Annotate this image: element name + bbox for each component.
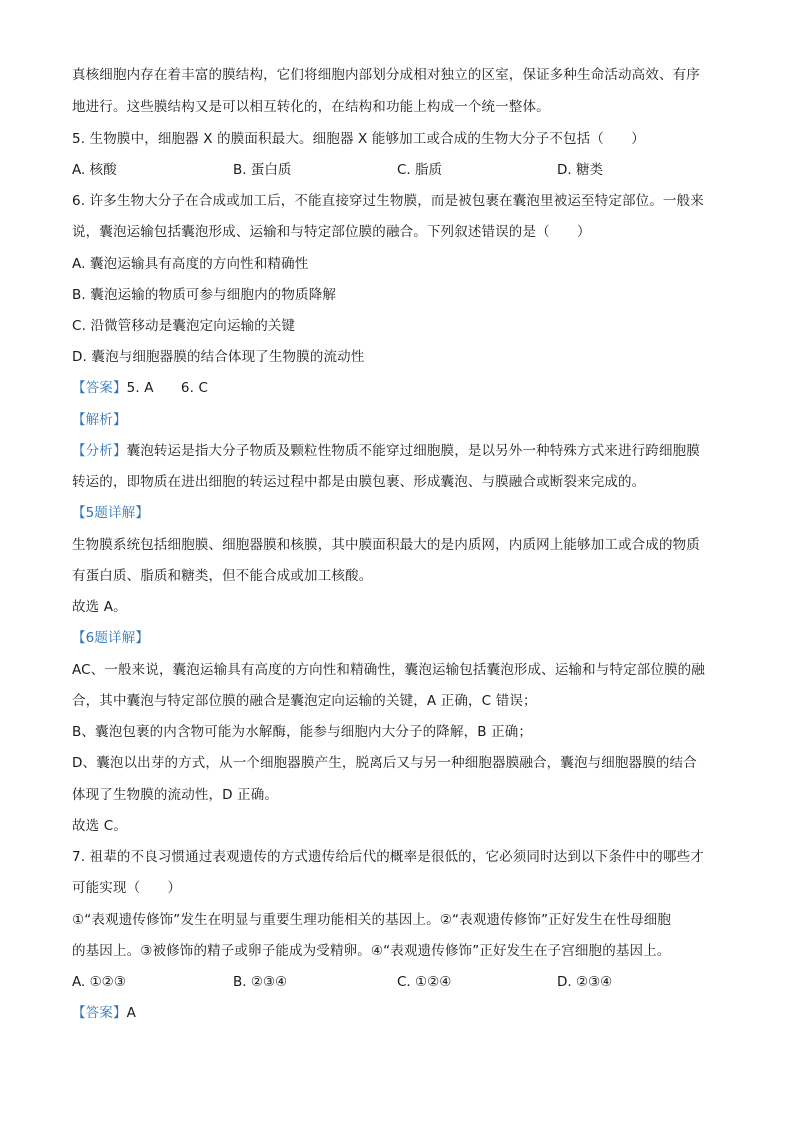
question-6-stem-1: 6. 许多生物大分子在合成或加工后，不能直接穿过生物膜，而是被包裹在囊泡里被运至特定部位。一般来: [72, 193, 704, 209]
q7-option-b: B. ②③④: [233, 974, 288, 990]
detail-6-heading: [72, 629, 149, 647]
detail-6-line-2: 合，其中囊泡与特定部位膜的融合是囊泡定向运输的关键，A 正确，C 错误；: [72, 693, 537, 709]
intro-line-1: 真核细胞内存在着丰富的膜结构，它们将细胞内部划分成相对独立的区室，保证多种生命活动高效、有序: [72, 67, 700, 83]
detail-5-heading: [72, 504, 149, 522]
answer-1-text: 5. A 6. C: [126, 380, 209, 396]
q5-option-c: C. 脂质: [397, 162, 443, 178]
intro-line-2: 地进行。这些膜结构又是可以相互转化的，在结构和功能上构成一个统一整体。: [72, 99, 550, 115]
q6-option-b: B. 囊泡运输的物质可参与细胞内的物质降解: [72, 287, 336, 303]
question-7-stem-1: 7. 祖辈的不良习惯通过表观遗传的方式遗传给后代的概率是很低的，它必须同时达到以下条件中的哪些才: [72, 849, 704, 865]
fenxi-text-1: 囊泡转运是指大分子物质及颗粒性物质不能穿过细胞膜，是以另外一种特殊方式来进行跨细胞膜: [126, 443, 700, 459]
answer-1: [72, 379, 208, 397]
question-5-stem: 5. 生物膜中，细胞器 X 的膜面积最大。细胞器 X 能够加工或合成的生物大分子不包括（ ）: [72, 131, 645, 147]
detail-6-line-3: B、囊泡包裹的内含物可能为水解酶，能参与细胞内大分子的降解，B 正确；: [72, 724, 533, 740]
detail-5-line-2: 有蛋白质、脂质和糖类，但不能合成或加工核酸。: [72, 568, 373, 584]
q7-option-d: D. ②③④: [557, 974, 613, 990]
answer-1-tag: 【答案】: [72, 380, 127, 396]
detail-6-line-4: D、囊泡以出芽的方式，从一个细胞器膜产生，脱离后又与另一种细胞器膜融合，囊泡与细胞器膜的结合: [72, 755, 697, 771]
question-7-stem-2: 可能实现（ ）: [72, 880, 182, 896]
q6-option-d: D. 囊泡与细胞器膜的结合体现了生物膜的流动性: [72, 349, 365, 365]
detail-5-line-1: 生物膜系统包括细胞膜、细胞器膜和核膜，其中膜面积最大的是内质网，内质网上能够加工或合成的物质: [72, 537, 700, 553]
q5-option-a: A. 核酸: [72, 162, 117, 178]
fenxi-line-2: 转运的，即物质在进出细胞的转运过程中都是由膜包裹、形成囊泡、与膜融合或断裂来完成的。: [72, 474, 646, 490]
fenxi-tag: 【分析】: [72, 443, 127, 459]
detail-6-line-1: AC、一般来说，囊泡运输具有高度的方向性和精确性，囊泡运输包括囊泡形成、运输和与特定部位膜的融: [72, 662, 705, 678]
q6-option-a: A. 囊泡运输具有高度的方向性和精确性: [72, 256, 309, 272]
answer-2-text: A: [126, 1005, 136, 1021]
q7-option-a: A. ①②③: [72, 974, 126, 990]
analysis-heading: [72, 411, 127, 429]
q5-option-b: B. 蛋白质: [233, 162, 292, 178]
analysis-tag: 【解析】: [72, 412, 127, 428]
answer-2: [72, 1004, 136, 1022]
question-6-stem-2: 说，囊泡运输包括囊泡形成、运输和与特定部位膜的融合。下列叙述错误的是（ ）: [72, 224, 591, 240]
detail-5-line-3: 故选 A。: [72, 599, 127, 615]
detail-6-tag: 【6题详解】: [72, 630, 149, 646]
q7-option-c: C. ①②④: [397, 974, 452, 990]
answer-2-tag: 【答案】: [72, 1005, 127, 1021]
q5-option-d: D. 糖类: [557, 162, 603, 178]
detail-6-line-5: 体现了生物膜的流动性，D 正确。: [72, 787, 279, 803]
question-7-stem-4: 的基因上。③被修饰的精子或卵子能成为受精卵。④“表观遗传修饰”正好发生在子宫细胞的基因上。: [72, 943, 671, 959]
q6-option-c: C. 沿微管移动是囊泡定向运输的关键: [72, 318, 296, 334]
fenxi-line-1: [72, 442, 700, 460]
detail-5-tag: 【5题详解】: [72, 505, 149, 521]
question-7-stem-3: ①“表观遗传修饰”发生在明显与重要生理功能相关的基因上。②“表观遗传修饰”正好发生在性母细胞: [72, 912, 672, 928]
detail-6-line-6: 故选 C。: [72, 818, 127, 834]
